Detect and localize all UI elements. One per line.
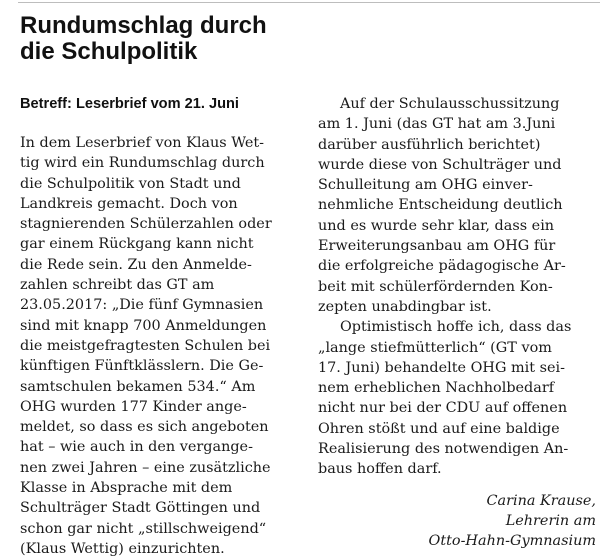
text-line: Optimistisch hoffe ich, dass das (340, 319, 572, 336)
text-line: nicht nur bei der CDU auf offenen (318, 400, 568, 417)
text-line: darüber ausführlich berichtet) (318, 136, 541, 153)
text-line: Auf der Schulausschussitzung (340, 96, 560, 112)
text-line: zepten unabdingbar ist. (318, 298, 492, 315)
author-signature (429, 491, 596, 551)
text-line: sind mit knapp 700 Anmeldungen (20, 317, 267, 334)
text-line: Realisierung des notwendigen An- (318, 441, 569, 458)
author-role: Lehrerin am (505, 513, 596, 529)
text-line: nem erheblichen Nachholbedarf (318, 380, 555, 397)
text-line: am 1. Juni (das GT hat am 3.Juni (318, 116, 556, 133)
text-line: 23.05.2017: „Die fünf Gymnasien (20, 297, 264, 314)
text-line: die Schulpolitik von Stadt und (20, 175, 241, 192)
text-line: baus hoffen darf. (318, 461, 442, 478)
text-line: die meistgefragtesten Schulen bei (20, 337, 271, 354)
text-line: nehmliche Entscheidung deutlich (318, 197, 563, 214)
text-line: zahlen schreibt das GT am (20, 277, 215, 294)
text-line: In dem Leserbrief von Klaus Wet- (20, 135, 265, 151)
text-line: samtschulen bekamen 534.“ Am (20, 378, 256, 395)
text-line: tig wird ein Rundumschlag durch (20, 155, 265, 172)
text-line: „lange stiefmütterlich“ (GT vom (318, 339, 552, 356)
text-line: hat – wie auch in den vergange- (20, 439, 253, 456)
text-line: Klasse in Absprache mit dem (20, 480, 233, 497)
paragraph-gap (20, 114, 296, 133)
text-line: Schulleitung am OHG einver- (318, 177, 533, 194)
text-line: Ohren stößt und auf eine baldige (318, 420, 560, 437)
text-line: schon gar nicht „stillschweigend“ (20, 520, 267, 537)
text-line: Erweiterungsanbau am OHG für (318, 238, 556, 255)
author-name: Carina Krause, (486, 493, 596, 509)
text-line: 17. Juni) behandelte OHG mit sei- (318, 359, 565, 376)
text-line: wurde diese von Schulträger und (318, 156, 562, 173)
text-line: künftigen Fünftklässlern. Die Ge- (20, 358, 264, 375)
text-line: OHG wurden 177 Kinder ange- (20, 398, 247, 415)
text-line: meldet, so dass es sich angeboten (20, 419, 269, 436)
text-line: stagnierenden Schülerzahlen oder (20, 216, 272, 233)
headline (20, 13, 440, 65)
letter-subject: Betreff: Leserbrief vom 21. Juni (20, 96, 239, 112)
text-line: Landkreis gemacht. Doch von (20, 195, 238, 212)
text-line: die erfolgreiche pädagogische Ar- (318, 258, 566, 275)
top-rule (18, 2, 600, 3)
text-line: Schulträger Stadt Göttingen und (20, 500, 261, 517)
author-school: Otto-Hahn-Gymnasium (428, 533, 596, 549)
text-line: (Klaus Wettig) einzurichten. (20, 540, 225, 557)
right-column (318, 94, 598, 480)
text-line: die Rede sein. Zu den Anmelde- (20, 256, 252, 273)
headline-line: Rundumschlag durch (20, 12, 267, 39)
text-line: nen zwei Jahren – eine zusätzliche (20, 459, 271, 476)
headline-line: die Schulpolitik (20, 38, 198, 65)
text-line: gar einem Rückgang kann nicht (20, 236, 254, 253)
text-line: beit mit schülerfördernden Kon- (318, 278, 553, 295)
text-line: und es wurde sehr klar, dass ein (318, 217, 555, 234)
left-column (20, 94, 296, 559)
